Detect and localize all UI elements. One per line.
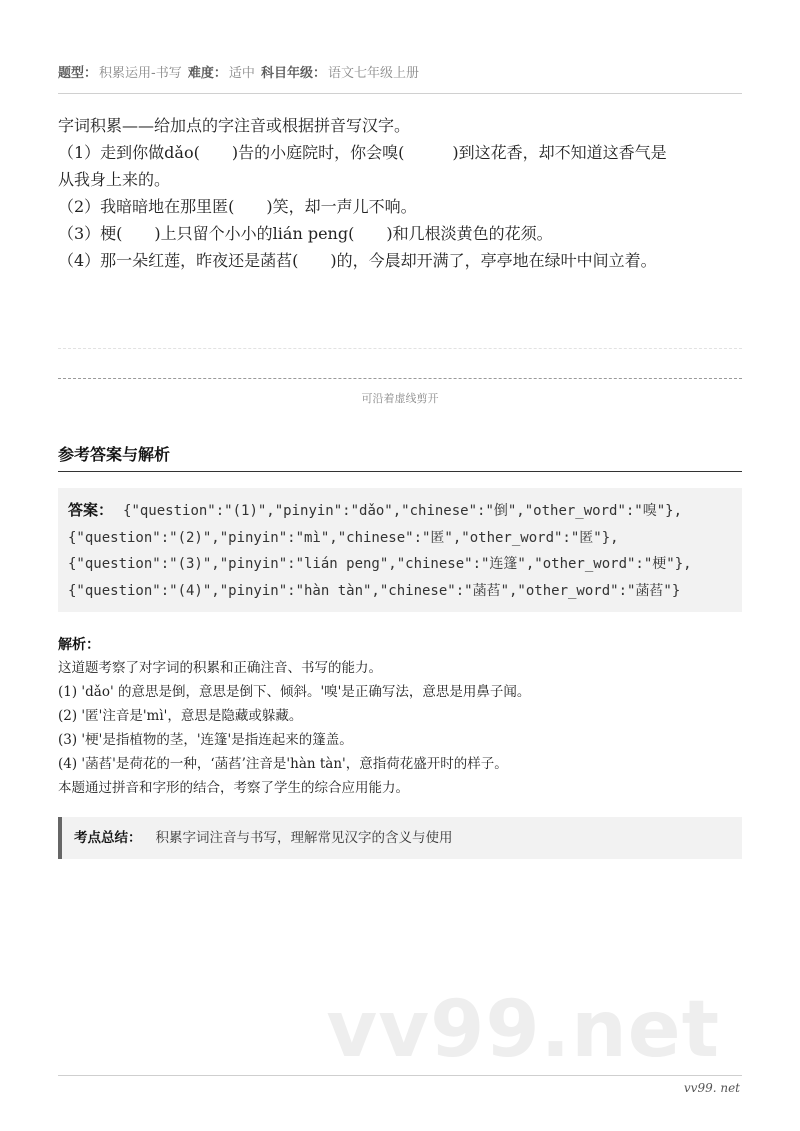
footer-site-label: vv99. net	[683, 1081, 740, 1095]
summary-text: 积累字词注音与书写，理解常见汉字的含义与使用	[155, 830, 453, 846]
question-line-3: （3）梗( )上只留个小小的lián peng( )和几根淡黄色的花须。	[58, 224, 553, 243]
answer-line-2: {"question":"(2)","pinyin":"mì","chinese":"匿","other_word":"匿"},	[68, 529, 619, 546]
answer-box	[58, 488, 742, 612]
cut-note: 可沿着虚线剪开	[361, 392, 439, 405]
question-line-1-cont: 从我身上来的。	[58, 170, 171, 189]
cut-line	[58, 378, 742, 379]
type-label: 题型：	[58, 66, 98, 81]
explanation-line-6: 本题通过拼音和字形的结合，考察了学生的综合应用能力。	[58, 780, 409, 796]
difficulty-value: 适中	[228, 66, 255, 81]
grade-label: 科目年级：	[261, 66, 327, 81]
question-stem: 字词积累——给加点的字注音或根据拼音写汉字。	[58, 116, 411, 135]
footer-divider	[58, 1075, 742, 1076]
explanation-line-3: (2) '匿'注音是'mì'，意思是隐藏或躲藏。	[58, 708, 303, 724]
grade-value: 语文七年级上册	[328, 66, 420, 81]
explanation-line-5: (4) '菡萏'是荷花的一种，‘菡萏’注音是'hàn tàn'，意指荷花盛开时的样子。	[58, 756, 508, 772]
answer-section-title: 参考答案与解析	[58, 442, 742, 472]
explanation-line-2: (1) 'dǎo' 的意思是倒，意思是倒下、倾斜。'嗅'是正确写法，意思是用鼻子闻。	[58, 684, 531, 700]
summary-label: 考点总结：	[74, 830, 142, 846]
question-line-4: （4）那一朵红莲，昨夜还是菡萏( )的，今晨却开满了，亭亭地在绿叶中间立着。	[58, 251, 657, 270]
answer-label: 答案：	[68, 501, 114, 519]
answer-line-3: {"question":"(3)","pinyin":"lián peng","chinese":"连篷","other_word":"梗"},	[68, 556, 692, 572]
answer-line-4: {"question":"(4)","pinyin":"hàn tàn","chinese":"菡萏","other_word":"菡萏"}	[68, 582, 681, 599]
difficulty-label: 难度：	[187, 66, 227, 81]
explanation-line-1: 这道题考察了对字词的积累和正确注音、书写的能力。	[58, 660, 382, 676]
key-point-summary	[58, 817, 742, 859]
answer-space-divider	[58, 348, 742, 349]
question-line-2: （2）我暗暗地在那里匿( )笑，却一声儿不响。	[58, 197, 417, 216]
question-meta-bar	[58, 62, 742, 94]
site-watermark: vv99.net	[326, 985, 720, 1075]
explanation-title: 解析：	[58, 637, 100, 653]
question-line-1: （1）走到你做dǎo( )告的小庭院时，你会嗅( )到这花香，却不知道这香气是	[58, 143, 667, 162]
type-value: 积累运用-书写	[99, 66, 182, 81]
question-body	[58, 112, 750, 274]
answer-line-1: {"question":"(1)","pinyin":"dǎo","chinese":"倒","other_word":"嗅"},	[123, 503, 683, 519]
explanation-line-4: (3) '梗'是指植物的茎，'连篷'是指连起来的篷盖。	[58, 732, 353, 748]
explanation-body	[58, 656, 742, 800]
